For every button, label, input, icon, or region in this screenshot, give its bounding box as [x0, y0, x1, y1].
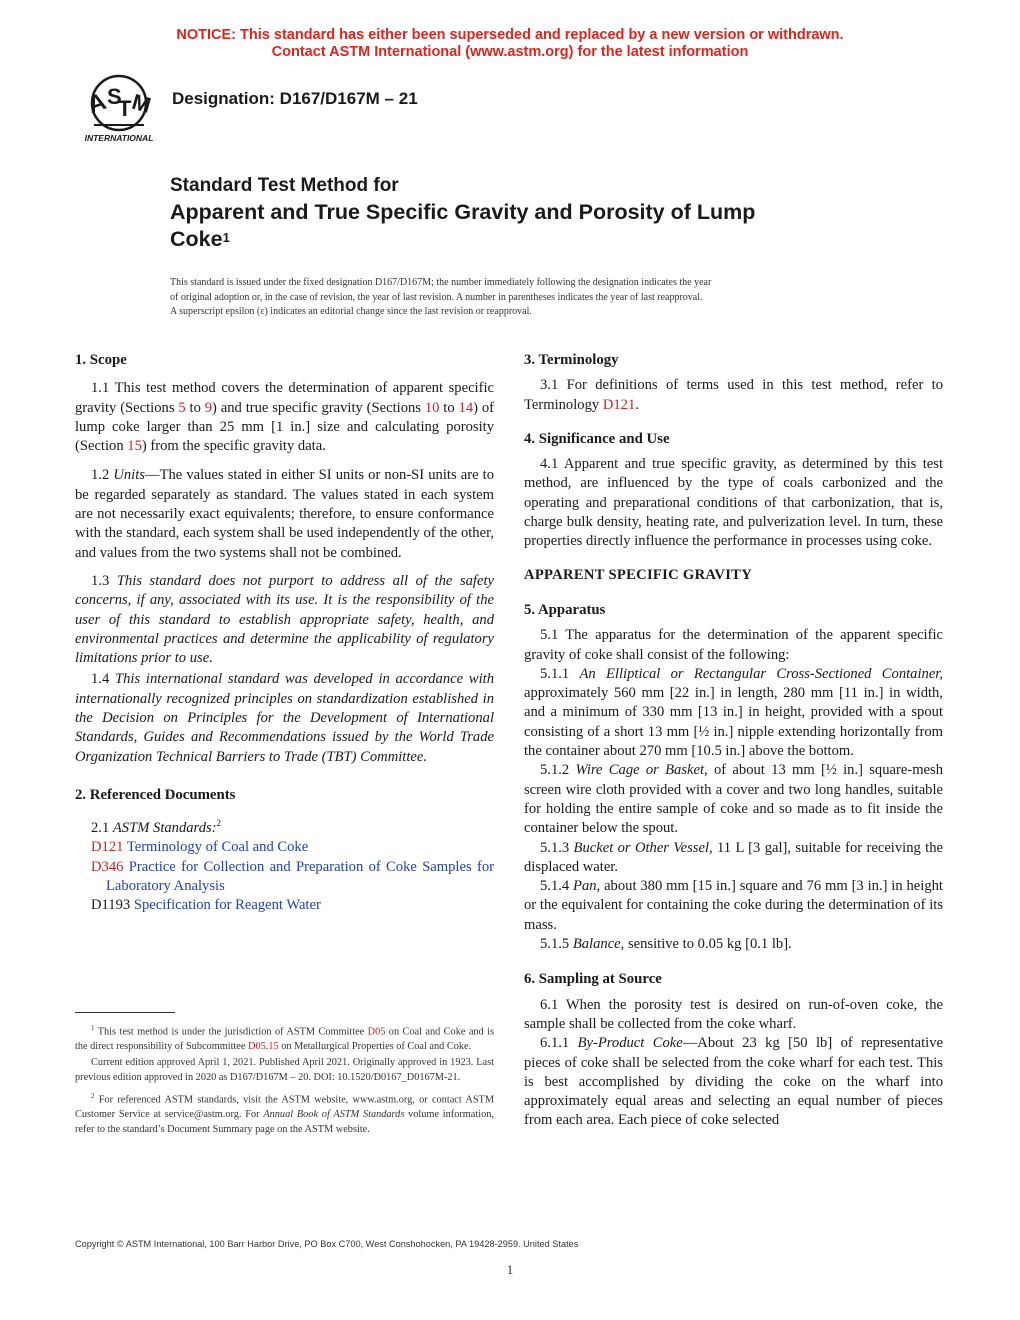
paragraph-5-1: 5.1 The apparatus for the determination of the apparent specific gravity of coke shall consist of the following:	[524, 627, 943, 663]
text: to	[185, 399, 205, 416]
link-section-14[interactable]: 14	[458, 399, 474, 416]
footnotes	[75, 1021, 494, 1137]
paragraph-5-1-5	[524, 935, 943, 954]
withdrawal-notice	[0, 27, 1020, 61]
link-section-5[interactable]: 5	[178, 399, 186, 416]
footnote-2	[75, 1089, 494, 1137]
footnote-mark: 1	[91, 1024, 95, 1032]
para-number: 5.1.3	[540, 839, 574, 856]
ref-title[interactable]: Practice for Collection and Preparation of Coke Samples for Laboratory Analysis	[106, 858, 494, 894]
para-label: Units	[113, 467, 145, 484]
para-text: —The values stated in either SI units or non-SI units are to be regarded separately as standard. The values stated in each system are not necessarily exact equivalents; therefore, to ensure conformance with the standard, each system shall be used independently of the other, and values from the two systems shall not be combined.	[75, 467, 494, 561]
para-label: ASTM Standards:	[112, 820, 217, 837]
title-line-2: Apparent and True Specific Gravity and Porosity of Lump	[170, 200, 756, 224]
para-number: 6.1.1	[540, 1035, 578, 1052]
para-label: By-Product Coke	[577, 1035, 683, 1052]
section-heading-terminology: 3. Terminology	[524, 352, 619, 368]
link-section-9[interactable]: 9	[204, 399, 213, 416]
para-label: An Elliptical or Rectangular Cross-Sectioned Container,	[579, 665, 943, 682]
section-heading-significance: 4. Significance and Use	[524, 430, 670, 447]
para-number: 2.1	[91, 820, 113, 837]
text: volume information, refer to the standard’s Document Summary page on the ASTM website.	[75, 1109, 494, 1135]
link-d121[interactable]: D121	[602, 396, 636, 413]
footnote-mark: 2	[216, 818, 222, 829]
paragraph-5-1-2	[524, 761, 943, 838]
para-text: sensitive to 0.05 kg [0.1 lb].	[624, 936, 792, 953]
para-text: This standard does not purport to address all of the safety concerns, if any, associated with its use. It is the responsibility of the user of this standard to establish appropriate safety, health, and environmental practices and determine the applicability of regulatory limitations prior to use.	[75, 572, 494, 667]
text: This test method is under the jurisdiction of ASTM Committee	[94, 1026, 368, 1038]
paragraph-4-1: 4.1 Apparent and true specific gravity, as determined by this test method, are influenced by the type of coals carbonized and the operating and preparational conditions of that carbonization, that is, charge bulk density, heating rate, and pulverization level. In turn, these properties directly influence the performance in processes using coke.	[524, 456, 943, 550]
title-footnote-mark: 1	[222, 230, 230, 245]
section-heading-scope: 1. Scope	[75, 352, 127, 368]
para-text: of about 13 mm [½ in.] square-mesh screen wire cloth provided with a cover and two long handles, suitable for holding the entire sample of coke and so made as to fit inside the container below the spout.	[524, 762, 944, 837]
text: 3.1 For definitions of terms used in this test method, refer to Terminology	[524, 377, 943, 413]
text: For referenced ASTM standards, visit the ASTM website, www.astm.org, or contact ASTM Customer Service at service@astm.org. For	[75, 1094, 494, 1121]
ref-title[interactable]: Terminology of Coal and Coke	[126, 839, 309, 856]
ref-item-d121[interactable]	[75, 838, 494, 857]
para-number: 1.3	[91, 572, 117, 589]
ref-title[interactable]: Specification for Reagent Water	[133, 897, 321, 914]
text: on Metallurgical Properties of Coal and Coke.	[278, 1040, 472, 1052]
footnote-1-edition: Current edition approved April 1, 2021. Published April 2021. Originally approved in 1923. Last previous edition approved in 2020 as D167/D167M – 20. DOI: 10.1520/D0167_D0167M-21.	[75, 1057, 494, 1083]
right-column	[524, 351, 943, 1131]
text: to	[439, 399, 459, 416]
paragraph-1-3	[75, 572, 494, 668]
document-title	[170, 199, 870, 253]
para-number: 5.1.5	[540, 936, 573, 953]
para-number: 5.1.2	[540, 762, 576, 779]
para-number: 5.1.1	[540, 665, 580, 682]
notice-line-1: NOTICE: This standard has either been superseded and replaced by a new version or withdrawn.	[176, 27, 844, 43]
title-line-3: Coke	[170, 227, 223, 251]
para-number: 1.4	[91, 671, 116, 688]
section-heading-referenced-documents: 2. Referenced Documents	[75, 786, 236, 803]
text: 1.1 This test method covers the determination of apparent specific gravity (Sections	[75, 380, 494, 416]
link-section-10[interactable]: 10	[424, 399, 440, 416]
para-text: approximately 560 mm [22 in.] in length, 280 mm [11 in.] in width, and a minimum of 330 mm [13 in.] in height, provided with a spout consisting of a short 13 mm [½ in.] nipple extending horizontally from the container about 270 mm [10.5 in.] above the bottom.	[524, 685, 943, 760]
para-text: about 380 mm [15 in.] square and 76 mm [3 in.] in height or the equivalent for containing the coke during the determination of its mass.	[524, 878, 943, 933]
text: ) and true specific gravity (Sections	[212, 399, 425, 416]
link-subcommittee[interactable]: D05.15	[248, 1040, 279, 1052]
notice-line-2: Contact ASTM International (www.astm.org) for the latest information	[271, 44, 749, 60]
svg-text:M: M	[129, 88, 154, 118]
ref-code[interactable]: D346	[91, 858, 124, 875]
copyright-line: Copyright © ASTM International, 100 Barr Harbor Drive, PO Box C700, West Conshohocken, PA 19428-2959. United States	[75, 1239, 579, 1249]
text: ) from the specific gravity data.	[141, 438, 326, 455]
issued-line-2: of original adoption or, in the case of revision, the year of last revision. A number in parentheses indicates the year of last reapproval.	[170, 291, 703, 303]
paragraph-3-1	[524, 376, 943, 415]
astm-logo-icon	[74, 70, 164, 146]
section-heading-apparent-specific-gravity: APPARENT SPECIFIC GRAVITY	[524, 566, 753, 583]
paragraph-2-1	[75, 814, 494, 838]
para-text: —About 23 kg [50 lb] of representative pieces of coke shall be selected from the coke wharf for each test. This is best accomplished by dividing the coke on the wharf into approximately equal areas and selecting an equal number of pieces from each area. Each piece of coke selected	[524, 1035, 943, 1129]
text: ) of lump coke larger than 25 mm [1 in.] size and calculating porosity (Section	[75, 399, 495, 455]
paragraph-6-1: 6.1 When the porosity test is desired on run-of-oven coke, the sample shall be collected from the coke wharf.	[524, 996, 943, 1032]
footnote-divider	[75, 1012, 175, 1013]
text: .	[635, 396, 639, 413]
footnote-mark: 2	[91, 1092, 95, 1101]
para-number: 1.2	[91, 467, 114, 484]
page-number: 1	[506, 1262, 514, 1277]
paragraph-5-1-1	[524, 665, 943, 761]
svg-text:S: S	[107, 84, 122, 109]
link-section-15[interactable]: 15	[127, 438, 142, 455]
issued-line-3: A superscript epsilon (ε) indicates an editorial change since the last revision or reapproval.	[170, 306, 532, 318]
para-label: Wire Cage or Basket,	[575, 762, 708, 779]
para-text: 11 L [3 gal], suitable for receiving the displaced water.	[524, 839, 943, 875]
paragraph-1-2	[75, 466, 494, 562]
designation: Designation: D167/D167M – 21	[172, 89, 418, 108]
svg-text:A: A	[84, 87, 110, 119]
title-line-1: Standard Test Method for	[170, 175, 399, 196]
para-label: Balance,	[572, 936, 625, 953]
svg-text:T: T	[118, 96, 132, 121]
para-label: Pan,	[573, 878, 601, 895]
text: on Coal and Coke and is the direct responsibility of Subcommittee	[75, 1026, 494, 1052]
link-committee[interactable]: D05	[367, 1026, 386, 1038]
ref-code[interactable]: D1193	[91, 897, 131, 914]
ref-code[interactable]: D121	[91, 839, 124, 856]
paragraph-1-1	[75, 379, 494, 456]
text-italic: Annual Book of ASTM Standards	[263, 1109, 405, 1121]
svg-text:INTERNATIONAL: INTERNATIONAL	[84, 133, 154, 143]
issuance-statement	[170, 276, 860, 320]
paragraph-1-4	[75, 670, 494, 766]
left-column	[75, 351, 494, 916]
para-label: Bucket or Other Vessel,	[573, 839, 713, 856]
paragraph-5-1-3	[524, 839, 943, 878]
issued-line-1: This standard is issued under the fixed designation D167/D167M; the number immediately following the designation indicates the year	[170, 277, 712, 288]
ref-item-d1193[interactable]	[75, 896, 494, 915]
ref-item-d346[interactable]	[75, 858, 494, 897]
astm-logo	[74, 70, 164, 146]
para-number: 5.1.4	[540, 878, 574, 895]
section-heading-sampling: 6. Sampling at Source	[524, 971, 662, 988]
para-text: This international standard was developed in accordance with internationally recognized principles on standardization established in the Decision on Principles for the Development of International Standards, Guides and Recommendations issued by the World Trade Organization Technical Barriers to Trade (TBT) Committee.	[75, 671, 495, 765]
footnote-1	[75, 1021, 494, 1054]
section-heading-apparatus: 5. Apparatus	[524, 601, 606, 618]
paragraph-5-1-4	[524, 877, 943, 935]
paragraph-6-1-1	[524, 1034, 943, 1130]
